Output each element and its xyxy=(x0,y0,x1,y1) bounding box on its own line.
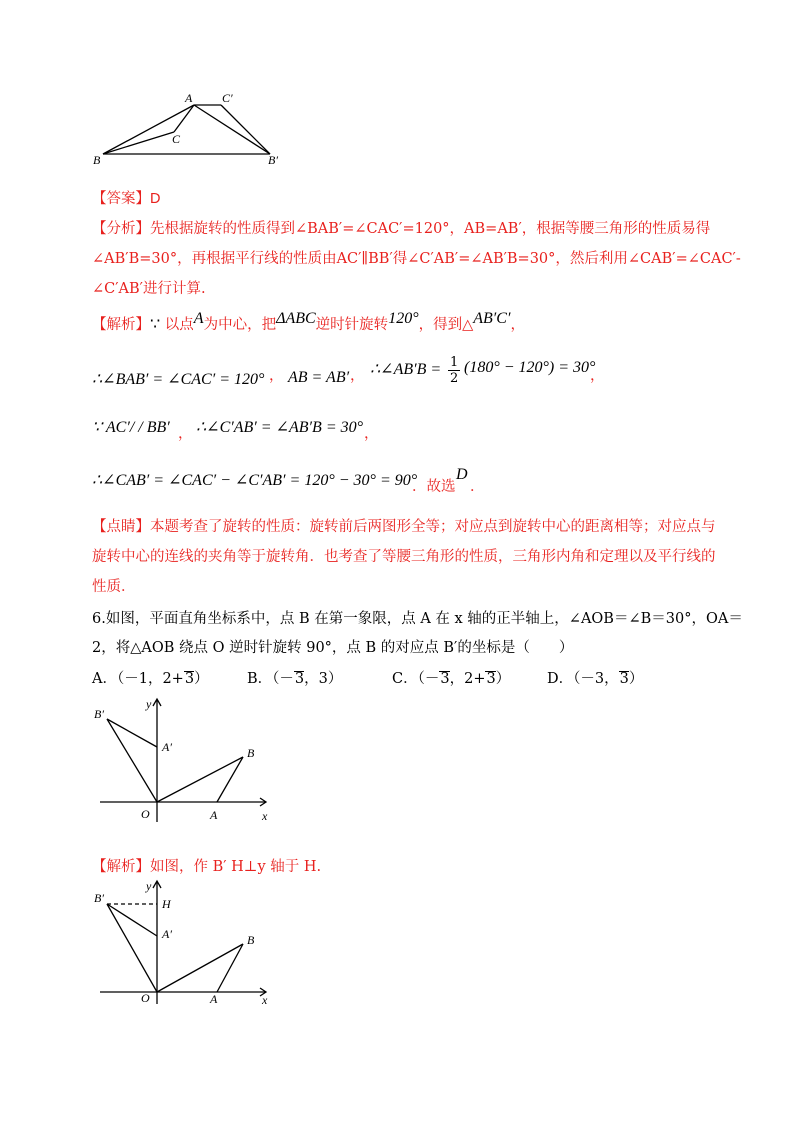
comment-line-3: 性质． xyxy=(92,579,136,595)
label-B-prime: B′ xyxy=(94,707,104,721)
comment-line-2: 旋转中心的连线的夹角等于旋转角．也考查了等腰三角形的性质，三角形内角和定理以及平行线的 xyxy=(92,549,716,565)
answer-value: D xyxy=(150,191,161,207)
solution-2-line: 【解析】如图，作 B′ H⊥y 轴于 H. xyxy=(92,859,322,875)
label-C-prime: C′ xyxy=(222,91,233,105)
label-x-axis: x xyxy=(262,993,268,1007)
comment-line-1: 【点睛】本题考查了旋转的性质：旋转前后两图形全等；对应点到旋转中心的距离相等；对应点与 xyxy=(92,519,716,535)
fraction-one-half: $\frac{1}{2}$ xyxy=(450,355,459,386)
label-H: H xyxy=(162,897,171,911)
option-a: A．（－1，2+3） xyxy=(92,671,209,687)
option-c: C．（－3，2+3） xyxy=(392,671,511,687)
analysis-line-1: 【分析】先根据旋转的性质得到∠BAB′=∠CAC′=120°，AB=AB′，根据等腰三角形的性质易得 xyxy=(92,221,711,237)
label-A: A xyxy=(210,808,218,822)
label-O: O xyxy=(141,807,150,821)
label-B-prime: B′ xyxy=(94,891,104,905)
question-6-line-1: 6.如图，平面直角坐标系中，点 B 在第一象限，点 A 在 x 轴的正半轴上，∠AOB＝∠B＝30°，OA＝ xyxy=(92,611,743,627)
solution-line-2: ∴∠BAB′ = ∠CAC′ = 120° ， AB = AB′ ， ∴∠AB′B = $\frac{1}{2}$ (180° − 120°) = 30° ， xyxy=(92,355,605,388)
label-A: A xyxy=(185,91,193,105)
solution-line-4: ∴∠CAB′ = ∠CAC′ − ∠C′AB′ = 120° − 30° = 90° ．故选 D ． xyxy=(92,466,485,495)
solution-line-1: 【解析】∵ 以点A为中心，把ΔABC逆时针旋转120°，得到△AB′C′， xyxy=(92,310,525,333)
analysis-tag: 【分析】 xyxy=(92,221,150,237)
label-y-axis: y xyxy=(146,879,152,893)
analysis-line-3: ∠C′AB′进行计算. xyxy=(92,281,206,297)
label-A-prime: A′ xyxy=(162,927,172,941)
answer-line xyxy=(92,188,160,210)
option-b: B．（－3，3） xyxy=(247,671,343,687)
label-B-prime: B′ xyxy=(268,153,278,167)
label-A-prime: A′ xyxy=(162,740,172,754)
label-x-axis: x xyxy=(262,809,268,823)
option-d: D．（－3，3） xyxy=(547,671,644,687)
figure-coordinate-rotation xyxy=(90,694,280,826)
comment-tag: 【点睛】 xyxy=(92,519,150,535)
label-B: B xyxy=(93,153,101,167)
question-6-line-2: 2，将△AOB 绕点 O 逆时针旋转 90°，点 B 的对应点 B′的坐标是（ ） xyxy=(92,640,574,656)
answer-tag: 【答案】 xyxy=(92,191,150,207)
label-C: C xyxy=(172,132,181,146)
figure-rotation-triangle xyxy=(90,88,290,168)
solution-line-3: ∵ AC′/ / BB′ ， ∴∠C′AB′ = ∠AB′B = 30° ， xyxy=(92,419,379,442)
label-B: B xyxy=(247,746,255,760)
solution-tag: 【解析】 xyxy=(92,317,150,333)
figure-coordinate-rotation-with-H xyxy=(90,876,280,1008)
label-A: A xyxy=(210,992,218,1006)
analysis-line-2: ∠AB′B=30°，再根据平行线的性质由AC′∥BB′得∠C′AB′=∠AB′B=30°，然后利用∠CAB′=∠CAC′- xyxy=(92,251,741,267)
label-y-axis: y xyxy=(146,697,152,711)
label-O: O xyxy=(141,991,150,1005)
solution-2-tag: 【解析】 xyxy=(92,859,150,875)
label-B: B xyxy=(247,933,255,947)
